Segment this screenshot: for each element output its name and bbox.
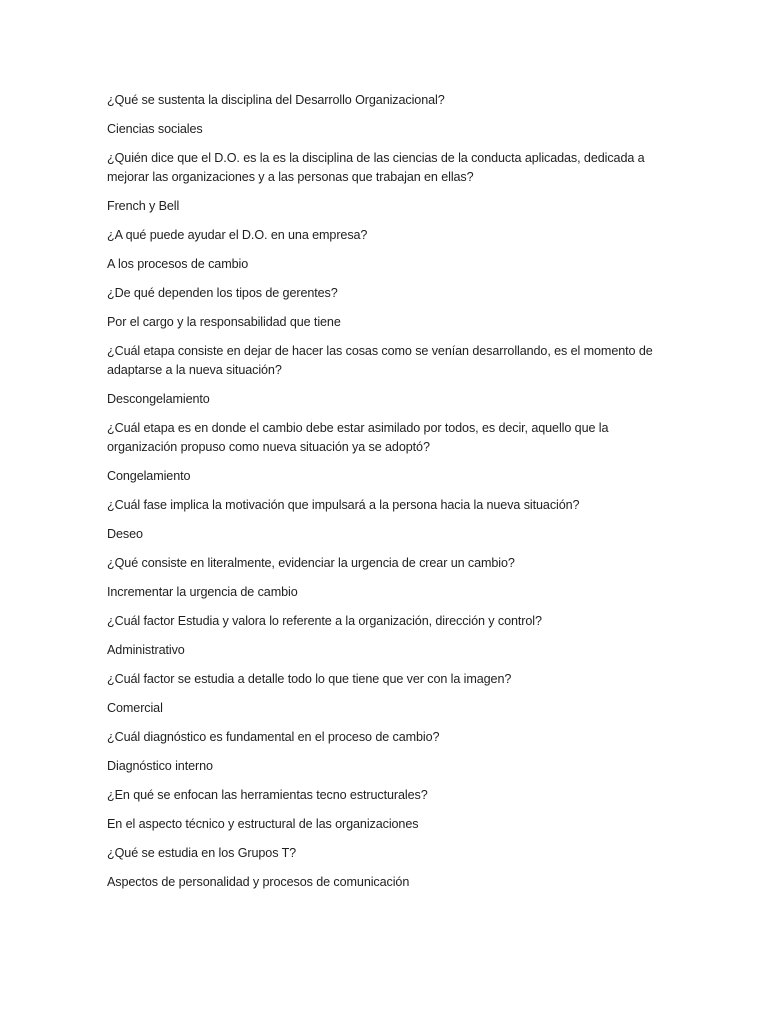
answer-7: Deseo <box>107 527 143 541</box>
answer-12: En el aspecto técnico y estructural de las organizaciones <box>107 817 419 831</box>
answer-4: Por el cargo y la responsabilidad que tiene <box>107 315 341 329</box>
answer-1: Ciencias sociales <box>107 122 203 136</box>
question-10: ¿Cuál factor se estudia a detalle todo lo que tiene que ver con la imagen? <box>107 672 512 686</box>
answer-6: Congelamiento <box>107 469 191 483</box>
question-2: ¿Quién dice que el D.O. es la es la disciplina de las ciencias de la conducta aplicadas, dedicada a mejorar las organizaciones y a las personas que trabajan en ellas? <box>107 151 645 184</box>
answer-10: Comercial <box>107 701 163 715</box>
question-3: ¿A qué puede ayudar el D.O. en una empresa? <box>107 228 368 242</box>
answer-5: Descongelamiento <box>107 392 210 406</box>
question-1: ¿Qué se sustenta la disciplina del Desarrollo Organizacional? <box>107 93 445 107</box>
question-6: ¿Cuál etapa es en donde el cambio debe estar asimilado por todos, es decir, aquello que la organización propuso como nueva situación ya se adoptó? <box>107 421 609 454</box>
question-4: ¿De qué dependen los tipos de gerentes? <box>107 286 338 300</box>
answer-13: Aspectos de personalidad y procesos de comunicación <box>107 875 410 889</box>
answer-3: A los procesos de cambio <box>107 257 249 271</box>
question-13: ¿Qué se estudia en los Grupos T? <box>107 846 297 860</box>
answer-8: Incrementar la urgencia de cambio <box>107 585 298 599</box>
question-7: ¿Cuál fase implica la motivación que impulsará a la persona hacia la nueva situación? <box>107 498 580 512</box>
question-5: ¿Cuál etapa consiste en dejar de hacer las cosas como se venían desarrollando, es el momento de adaptarse a la nueva situación? <box>107 344 653 377</box>
question-9: ¿Cuál factor Estudia y valora lo referente a la organización, dirección y control? <box>107 614 542 628</box>
question-11: ¿Cuál diagnóstico es fundamental en el proceso de cambio? <box>107 730 440 744</box>
answer-9: Administrativo <box>107 643 185 657</box>
question-8: ¿Qué consiste en literalmente, evidenciar la urgencia de crear un cambio? <box>107 556 515 570</box>
answer-11: Diagnóstico interno <box>107 759 213 773</box>
question-12: ¿En qué se enfocan las herramientas tecno estructurales? <box>107 788 428 802</box>
answer-2: French y Bell <box>107 199 180 213</box>
document-body <box>107 91 667 902</box>
